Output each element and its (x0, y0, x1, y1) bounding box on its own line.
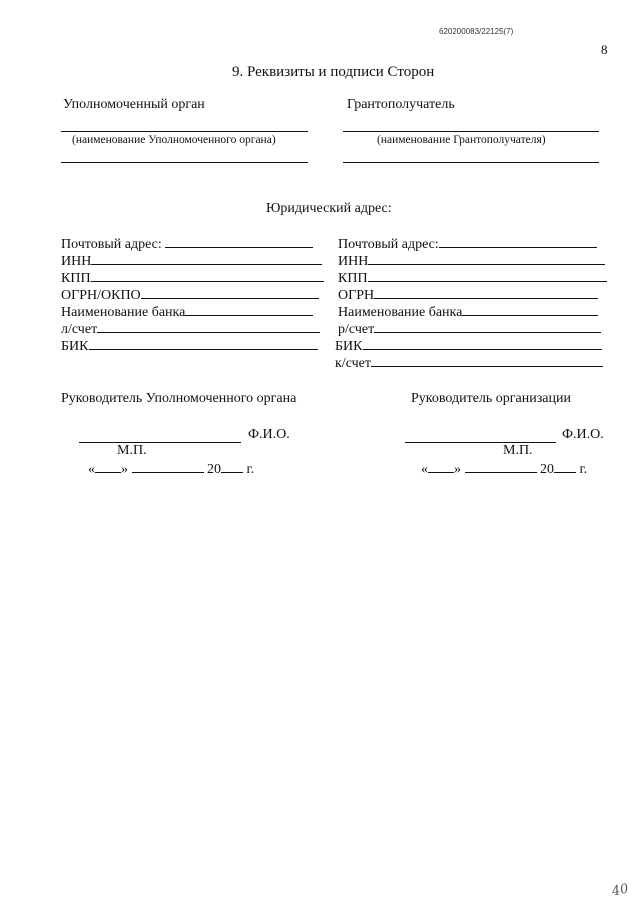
left-postal-label: Почтовый адрес: (61, 237, 162, 252)
left-date-field (88, 461, 254, 477)
left-kpp-field (61, 270, 324, 286)
right-date-close-quote: » (454, 462, 461, 477)
legal-address-label: Юридический адрес: (266, 201, 392, 216)
right-ogrn-field (338, 287, 598, 303)
left-signature-line (79, 442, 241, 443)
left-party-heading: Уполномоченный орган (63, 97, 205, 112)
right-party-name-caption: (наименование Грантополучателя) (377, 134, 546, 146)
right-signature-title: Руководитель организации (411, 391, 571, 406)
document-code: 620200083/22125(7) (439, 27, 514, 36)
left-bik-label: БИК (61, 339, 89, 354)
right-corr-account-label: к/счет (335, 356, 371, 371)
right-bank-field (338, 304, 598, 320)
left-fio-label: Ф.И.О. (248, 427, 290, 442)
page-number: 8 (601, 42, 608, 57)
left-signature-title: Руководитель Уполномоченного органа (61, 391, 297, 406)
left-inn-field (61, 253, 322, 269)
left-kpp-label: КПП (61, 271, 91, 286)
left-account-field (61, 321, 320, 337)
right-signature-line (405, 442, 556, 443)
left-postal-field (61, 236, 313, 252)
right-stamp-label: М.П. (503, 443, 533, 458)
handwritten-page-mark: 40 (610, 881, 630, 900)
left-bank-label: Наименование банка (61, 305, 186, 320)
right-ogrn-label: ОГРН (338, 288, 375, 303)
left-ogrn-okpo-field (61, 287, 319, 303)
left-date-close-quote: » (121, 462, 128, 477)
left-bank-field (61, 304, 313, 320)
left-account-label: л/счет (61, 322, 98, 337)
right-year-suffix: г. (579, 462, 588, 477)
left-date-open-quote: « (88, 462, 95, 477)
right-account-label: р/счет (338, 322, 375, 337)
left-bik-field (61, 338, 318, 354)
left-ogrn-okpo-label: ОГРН/ОКПО (61, 288, 141, 303)
right-postal-label: Почтовый адрес: (338, 237, 439, 252)
left-year-suffix: г. (246, 462, 255, 477)
section-title: 9. Реквизиты и подписи Сторон (232, 64, 435, 80)
right-inn-label: ИНН (338, 254, 369, 269)
right-bank-label: Наименование банка (338, 305, 463, 320)
right-postal-field (338, 236, 597, 252)
right-year-prefix: 20 (540, 462, 554, 477)
right-party-heading: Грантополучатель (347, 97, 455, 112)
right-party-name-line (343, 131, 599, 132)
left-stamp-label: М.П. (117, 443, 147, 458)
right-kpp-field (338, 270, 607, 286)
left-inn-label: ИНН (61, 254, 92, 269)
right-party-name-line-2 (343, 162, 599, 163)
right-date-open-quote: « (421, 462, 428, 477)
right-fio-label: Ф.И.О. (562, 427, 604, 442)
left-year-prefix: 20 (207, 462, 221, 477)
right-corr-account-field (335, 355, 603, 371)
right-bik-field (335, 338, 602, 354)
right-date-field (421, 461, 587, 477)
left-party-name-line (61, 131, 308, 132)
right-bik-label: БИК (335, 339, 363, 354)
left-party-name-line-2 (61, 162, 308, 163)
right-kpp-label: КПП (338, 271, 368, 286)
right-account-field (338, 321, 601, 337)
left-party-name-caption: (наименование Уполномоченного органа) (72, 134, 276, 146)
right-inn-field (338, 253, 605, 269)
